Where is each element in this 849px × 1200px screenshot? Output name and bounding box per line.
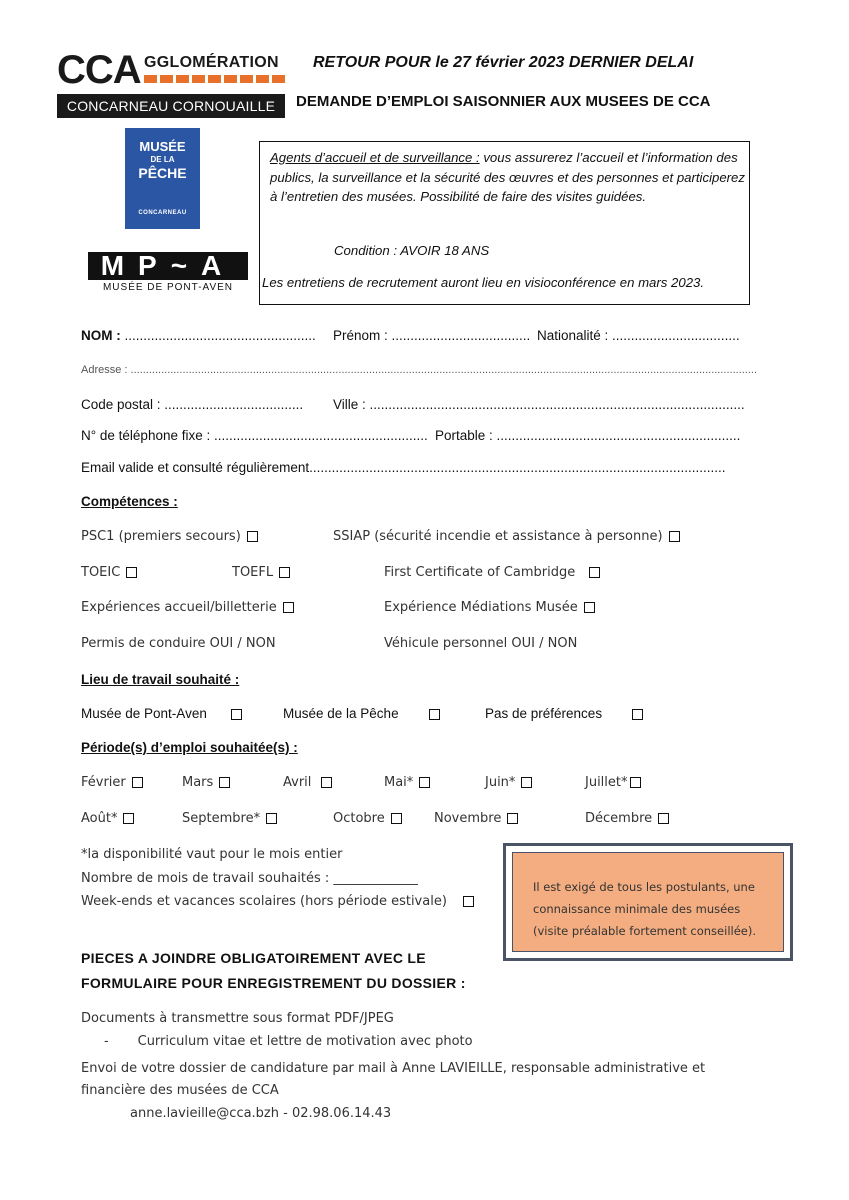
fce-option[interactable]	[384, 565, 600, 580]
accueil-option[interactable]	[81, 600, 294, 615]
email-field[interactable]: Email valide et consulté régulièrement...............................................................................................................	[81, 460, 726, 475]
document-title: DEMANDE D’EMPLOI SAISONNIER AUX MUSEES DE CCA	[296, 93, 711, 110]
month-label: Avril	[283, 775, 312, 790]
month-checkbox[interactable]	[219, 777, 230, 788]
fce-label: First Certificate of Cambridge	[384, 565, 576, 580]
mediations-option[interactable]	[384, 600, 595, 615]
vehicule-option[interactable]: Véhicule personnel OUI / NON	[384, 636, 578, 651]
lieu-pont-aven-option[interactable]	[81, 706, 242, 721]
month-checkbox[interactable]	[630, 777, 641, 788]
month-mars[interactable]	[182, 775, 230, 790]
month-label: Août*	[81, 811, 118, 826]
lieu-peche-checkbox[interactable]	[429, 709, 440, 720]
weekends-checkbox[interactable]	[463, 896, 474, 907]
month-checkbox[interactable]	[658, 813, 669, 824]
month-checkbox[interactable]	[132, 777, 143, 788]
deadline-heading: RETOUR POUR le 27 février 2023 DERNIER DELAI	[313, 54, 694, 71]
nom-dots: ...................................................	[120, 328, 316, 343]
lieu-peche-option[interactable]	[283, 706, 440, 721]
musee-pont-aven-logo	[88, 252, 248, 302]
month-label: Octobre	[333, 811, 385, 826]
toeic-checkbox[interactable]	[126, 567, 137, 578]
prenom-field[interactable]: Prénom : .....................................	[333, 328, 531, 343]
month-checkbox[interactable]	[266, 813, 277, 824]
month-label: Décembre	[585, 811, 653, 826]
pieces-envoi: Envoi de votre dossier de candidature par mail à Anne LAVIEILLE, responsable administrative et financière des musées de CCA	[81, 1061, 706, 1098]
competences-title: Compétences :	[81, 494, 178, 509]
cca-logo-band: CONCARNEAU CORNOUAILLE	[57, 94, 285, 118]
cca-logo	[57, 50, 285, 120]
toefl-checkbox[interactable]	[279, 567, 290, 578]
ssiap-checkbox[interactable]	[669, 531, 680, 542]
mpa-logo-mark: MP~A	[88, 252, 248, 280]
toefl-label: TOEFL	[232, 565, 274, 580]
month-label: Novembre	[434, 811, 502, 826]
ssiap-option[interactable]	[333, 529, 680, 544]
month-aout[interactable]	[81, 811, 134, 826]
notice-line1: Il est exigé de tous les postulants, une	[533, 880, 755, 894]
ssiap-label: SSIAP (sécurité incendie et assistance à personne)	[333, 529, 663, 544]
info-condition: Condition : AVOIR 18 ANS	[334, 243, 490, 258]
info-paragraph	[270, 148, 745, 207]
psc1-option[interactable]	[81, 529, 258, 544]
lieu-pref-option[interactable]	[485, 706, 643, 721]
notice-line3: (visite préalable fortement conseillée).	[533, 924, 756, 938]
pieces-formats: Documents à transmettre sous format PDF/JPEG	[81, 1011, 394, 1026]
lieu-peche-label: Musée de la Pêche	[283, 706, 399, 721]
peche-logo-line1: MUSÉE	[139, 139, 186, 154]
month-checkbox[interactable]	[507, 813, 518, 824]
psc1-checkbox[interactable]	[247, 531, 258, 542]
notice-line2: connaissance minimale des musées	[533, 902, 741, 916]
month-label: Mars	[182, 775, 214, 790]
periode-title: Période(s) d’emploi souhaitée(s) :	[81, 740, 298, 755]
info-description: vous assurerez l’accueil et l’information des publics, la surveillance et la sécurité des œuvres et des personnes et participerez à l’entretien des musées. Possibilité de faire des visites guidées.	[270, 150, 745, 204]
month-octobre[interactable]	[333, 811, 402, 826]
month-septembre[interactable]	[182, 811, 277, 826]
nb-mois-field[interactable]: Nombre de mois de travail souhaités : _____________	[81, 871, 418, 886]
peche-logo-line2: DE LA	[150, 155, 175, 164]
info-box	[259, 141, 750, 305]
nationalite-field[interactable]: Nationalité : ..................................	[537, 328, 740, 343]
pieces-contact[interactable]: anne.lavieille@cca.bzh - 02.98.06.14.43	[130, 1106, 392, 1121]
nom-field[interactable]	[81, 328, 316, 343]
toeic-label: TOEIC	[81, 565, 121, 580]
month-decembre[interactable]	[585, 811, 669, 826]
psc1-label: PSC1 (premiers secours)	[81, 529, 241, 544]
ville-field[interactable]: Ville : ....................................................................................................	[333, 397, 745, 412]
permis-option[interactable]: Permis de conduire OUI / NON	[81, 636, 276, 651]
month-label: Février	[81, 775, 126, 790]
month-juin[interactable]	[485, 775, 532, 790]
pieces-title-line1: PIECES A JOINDRE OBLIGATOIREMENT AVEC LE	[81, 950, 426, 966]
toeic-option[interactable]	[81, 565, 137, 580]
pieces-title-line2: FORMULAIRE POUR ENREGISTREMENT DU DOSSIER :	[81, 975, 466, 991]
month-label: Septembre*	[182, 811, 261, 826]
cca-logo-big: CCA	[57, 48, 141, 92]
month-fevrier[interactable]	[81, 775, 143, 790]
info-entretiens: Les entretiens de recrutement auront lieu en visioconférence en mars 2023.	[262, 275, 705, 290]
month-checkbox[interactable]	[419, 777, 430, 788]
mpa-logo-subtitle: MUSÉE DE PONT-AVEN	[102, 282, 234, 293]
mediations-label: Expérience Médiations Musée	[384, 600, 578, 615]
weekends-option[interactable]	[81, 894, 474, 909]
month-avril[interactable]	[283, 775, 332, 790]
month-novembre[interactable]	[434, 811, 518, 826]
month-label: Mai*	[384, 775, 414, 790]
lieu-pont-aven-label: Musée de Pont-Aven	[81, 706, 207, 721]
telephone-field[interactable]: N° de téléphone fixe : .........................................................	[81, 428, 428, 443]
peche-logo-line4: CONCARNEAU	[138, 210, 187, 216]
lieu-title: Lieu de travail souhaité :	[81, 672, 240, 687]
month-checkbox[interactable]	[391, 813, 402, 824]
month-checkbox[interactable]	[321, 777, 332, 788]
lieu-pref-label: Pas de préférences	[485, 706, 603, 721]
adresse-field[interactable]: Adresse : .............................................................................................................................................................................................................	[81, 364, 758, 376]
weekends-label: Week-ends et vacances scolaires (hors période estivale)	[81, 894, 447, 909]
info-role: Agents d’accueil et de surveillance :	[270, 150, 480, 165]
month-label: Juillet*	[585, 775, 628, 790]
lieu-pont-aven-checkbox[interactable]	[231, 709, 242, 720]
nom-label: NOM :	[81, 328, 121, 343]
notice-text	[533, 876, 773, 942]
month-label: Juin*	[485, 775, 516, 790]
toefl-option[interactable]	[232, 565, 290, 580]
peche-logo-line3: PÊCHE	[138, 165, 187, 181]
dispo-note: *la disponibilité vaut pour le mois entier	[81, 847, 343, 862]
fce-checkbox[interactable]	[589, 567, 600, 578]
month-checkbox[interactable]	[521, 777, 532, 788]
notice-box	[503, 843, 793, 961]
portable-field[interactable]: Portable : .................................................................	[435, 428, 741, 443]
accueil-checkbox[interactable]	[283, 602, 294, 613]
mediations-checkbox[interactable]	[584, 602, 595, 613]
cca-logo-bar	[144, 75, 285, 83]
code-postal-field[interactable]: Code postal : .....................................	[81, 397, 304, 412]
month-mai[interactable]	[384, 775, 430, 790]
month-juillet[interactable]	[585, 775, 641, 790]
month-checkbox[interactable]	[123, 813, 134, 824]
musee-peche-logo	[125, 128, 200, 229]
pieces-bullet: - Curriculum vitae et lettre de motivation avec photo	[104, 1034, 473, 1049]
accueil-label: Expériences accueil/billetterie	[81, 600, 277, 615]
cca-logo-small: GGLOMÉRATION	[144, 54, 279, 71]
lieu-pref-checkbox[interactable]	[632, 709, 643, 720]
